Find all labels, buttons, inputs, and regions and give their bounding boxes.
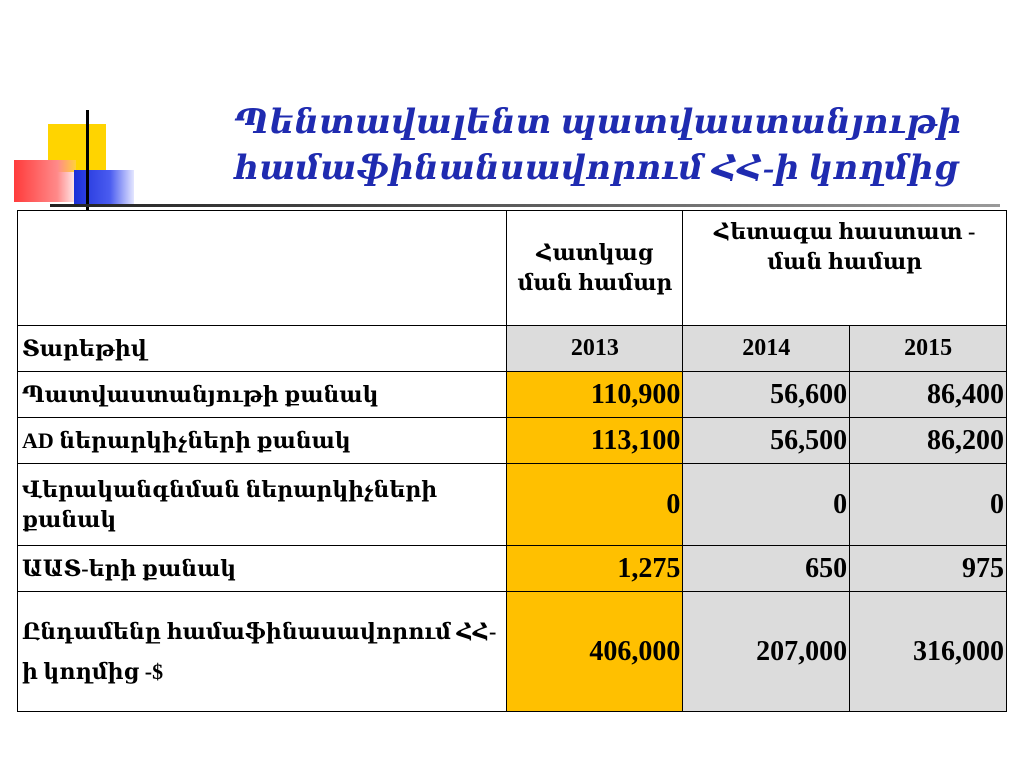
empty-corner-cell xyxy=(18,211,507,326)
value-2014: 0 xyxy=(683,464,850,546)
year-2013: 2013 xyxy=(507,326,683,372)
slide-title: Պենտավալենտ պատվաստանյութի համաֆինանսավորում ՀՀ-ի կողմից xyxy=(234,104,963,187)
row-label: Պատվաստանյութի քանակ xyxy=(18,372,507,418)
table-row xyxy=(18,546,1007,592)
year-row-label: Տարեթիվ xyxy=(18,326,507,372)
value-2014: 56,600 xyxy=(683,372,850,418)
header-col-2013: Հատկաց ման համար xyxy=(507,211,683,326)
value-2013: 0 xyxy=(507,464,683,546)
value-2013: 113,100 xyxy=(507,418,683,464)
logo-vertical-line xyxy=(86,110,89,210)
value-2015: 86,200 xyxy=(850,418,1007,464)
table-row xyxy=(18,464,1007,546)
year-2015: 2015 xyxy=(850,326,1007,372)
value-2015: 316,000 xyxy=(850,592,1007,712)
logo-blue-square xyxy=(74,170,134,206)
row-label: ԱԱՏ-երի քանակ xyxy=(18,546,507,592)
value-2015: 0 xyxy=(850,464,1007,546)
row-label: AD ներարկիչների քանակ xyxy=(18,418,507,464)
year-row xyxy=(18,326,1007,372)
table-row xyxy=(18,372,1007,418)
decorative-logo xyxy=(0,0,240,215)
value-2015: 86,400 xyxy=(850,372,1007,418)
value-2014: 207,000 xyxy=(683,592,850,712)
row-label: Ընդամենը համաֆինասավորում ՀՀ-ի կողմից -$ xyxy=(18,592,507,712)
value-2013: 1,275 xyxy=(507,546,683,592)
value-2013: 406,000 xyxy=(507,592,683,712)
logo-red-square xyxy=(14,160,76,202)
value-2014: 650 xyxy=(683,546,850,592)
header-row xyxy=(18,211,1007,326)
value-2013: 110,900 xyxy=(507,372,683,418)
table-row xyxy=(18,418,1007,464)
year-2014: 2014 xyxy=(683,326,850,372)
cofinancing-table xyxy=(17,210,1007,712)
title-underline xyxy=(50,204,1000,207)
row-label: Վերականգնման ներարկիչների քանակ xyxy=(18,464,507,546)
table-row xyxy=(18,592,1007,712)
value-2015: 975 xyxy=(850,546,1007,592)
value-2014: 56,500 xyxy=(683,418,850,464)
header-col-2014-2015: Հետագա հաստատ - ման համար xyxy=(683,211,1007,326)
